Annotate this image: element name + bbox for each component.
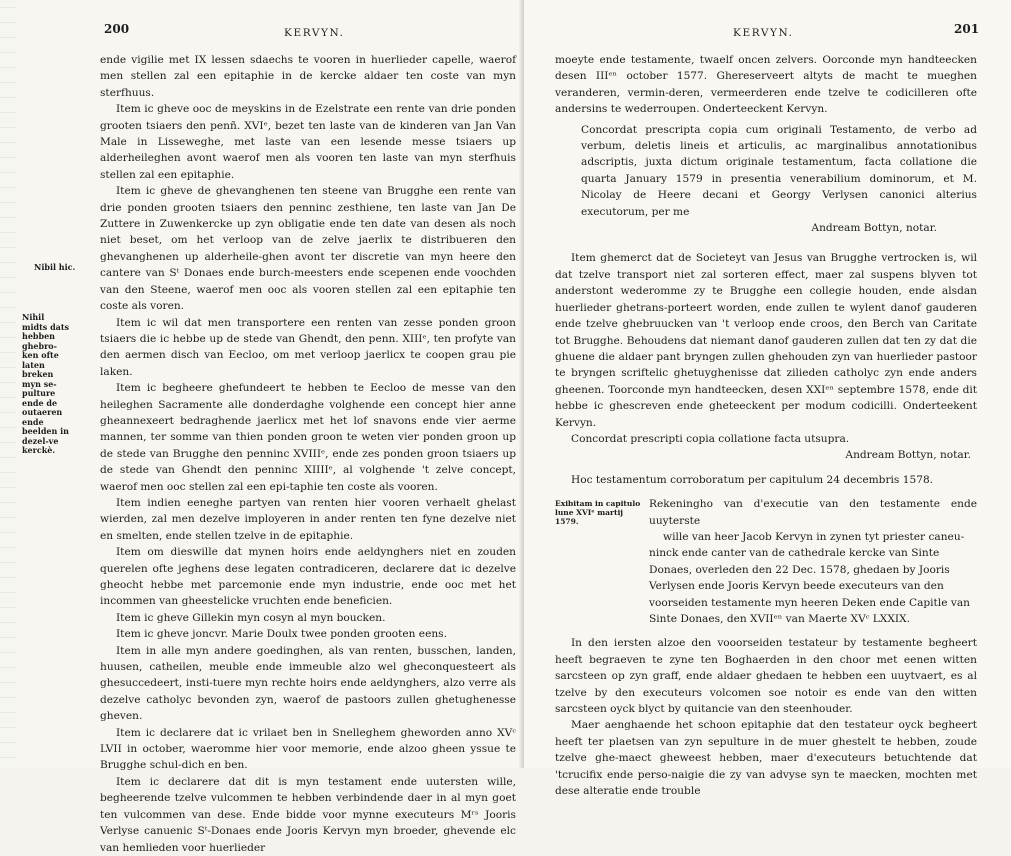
paragraph: Item om dieswille dat mynen hoirs ende aeldynghers niet en zouden querelen ofte jeghens dese legaten contradiceren, declarere dat ic dezelve gheocht hebbe met parcemonie ende myn industrie, ende ooc met het incommen van gheestelicke vruchten ende beneficien. <box>100 546 516 608</box>
paragraph: moeyte ende testamente, twaelf oncen zelvers. Oorconde myn handteecken desen IIIᵉⁿ october 1577. Ghereserveert altyts de macht te mueghen veranderen, vermin-deren, vermeerderen ende tzelve te codicilleren ofte andersins te wederroupen. Onderteeckent Kervyn. <box>555 54 977 116</box>
paragraph: Item ic gheve ooc de meyskins in de Ezelstrate een rente van drie ponden grooten tsiaers den penñ. XVIᵉ, bezet ten laste van de kinderen van Jan Van Male in Lisseweghe, met laste van een lesende messe tsiaers up alderheileghen avont waerof men als vooren ten laste van myn sterfhuis stellen zal een epitaphie. <box>100 103 516 181</box>
paragraph: Item ic declarere dat ic vrilaet ben in Snelleghem gheworden anno XVᶜ LVII in october, waeromme hier voor memorie, ende alzoo gheen yssue te Brugghe schul-dich en ben. <box>100 726 516 772</box>
page-edge-shadow <box>0 0 16 768</box>
account-entry <box>555 496 977 627</box>
account-title-line: ninck ende canter van de cathedrale kercke van Sinte <box>649 547 940 560</box>
spacer <box>555 464 977 472</box>
paragraph: ende vigilie met IX lessen sdaechs te vooren in huerlieder capelle, waerof men stellen zal een epitaphie in de kercke aldaer ten coste van myn sterfhuus. <box>100 54 516 99</box>
spacer <box>555 627 977 635</box>
corroboration-line: Hoc testamentum corroboratum per capitulum 24 decembris 1578. <box>571 473 934 486</box>
left-body-text <box>100 52 516 856</box>
notary-signature: Andream Bottyn, notar. <box>845 449 971 462</box>
side-note-exibitam: Exibitam in capitulo lune XVIᵉ martij 1579. <box>555 499 641 527</box>
page-number-left: 200 <box>104 22 130 36</box>
paragraph: Item ic gheve Gillekin myn cosyn al myn boucken. <box>116 611 386 624</box>
account-title <box>649 496 977 627</box>
spacer <box>555 488 977 496</box>
account-title-line: Rekeningho van d'executie van den testamente ende uuyterste <box>649 498 977 527</box>
running-head-left: KERVYN. <box>284 27 345 39</box>
paragraph: Item in alle myn andere goedinghen, als van renten, busschen, landen, huusen, catheilen, meuble ende immeuble alzo wel gheconquesteert als ghesuccedeert, insti-tuere myn rechte hoirs ende aeldynghers, alzo verre als dezelve catholyc bevonden zyn, waerof de pastoors zullen ghetughenesse gheven. <box>100 644 516 723</box>
paragraph: Maer aenghaende het schoon epitaphie dat den testateur oyck begheert heeft ter plaetsen van zyn sepulture in de muer ghestelt te hebben, zoude tzelve ghe-maect gheweest hebben, maer d'executeurs betuchtende dat 'tcrucifix ende perso-naigie die zy van advyse syn te maecken, mochten met dese alteratie ende trouble <box>555 719 977 798</box>
account-title-line: wille van heer Jacob Kervyn in zynen tyt priester caneu- <box>663 530 965 543</box>
account-title-line: Sinte Donaes, den XVIIᵉⁿ van Maerte XVᶜ LXXIX. <box>649 613 910 625</box>
concordat-quote: Concordat prescripta copia cum originali Testamento, de verbo ad verbum, deletis lineis et articulis, ac marginalibus annotationibus adscriptis, juxta dictum originale testamentum, facta collatione die quarta January 1579 in presentia venerabilium dominorum, et M. Nicolay de Heere decani et Georgy Verlysen canonici alterius executorum, per me <box>581 123 977 218</box>
side-note-sepulture: Nihil midts dats hebben ghebro-ken ofte laten breken myn se-pulture ende de outaeren ende beelden in dezel-ve kerckè. <box>22 312 70 455</box>
paragraph: Item ic declarere dat dit is myn testament ende uutersten wille, begheerende tzelve vulcommen te hebben verbindende daer in al myn goet ten vulcommen van dese. Ende bidde voor mynne executeurs Mʳˢ Jooris Verlyse canuenic Sᵗ-Donaes ende Jooris Kervyn myn broeder, ghevende elc van hemlieden voor huerlieder <box>100 775 516 854</box>
running-head-right: KERVYN. <box>733 27 794 39</box>
right-body-text <box>555 52 977 799</box>
paragraph: Item indien eeneghe partyen van renten hier vooren verhaelt ghelast wierden, zal men dezelve imployeren in ander renten ten fyne dezelve niet en smelten, ende stellen tzelve in de epitaphie. <box>100 496 516 542</box>
paragraph: In den iersten alzoe den vooorseiden testateur by testamente begheert heeft begraeven te zyne ten Boghaerden in den choor met eenen witten sarcsteen op zyn graff, ende aldaer ghedaen te hebben een uuytvaert, es al tzelve by den executeurs volcomen soe notoir es ende van den witten sarcsteen oyck blyct by quitancie van den steenhouder. <box>555 637 977 716</box>
paragraph: Item ic wil dat men transportere een renten van zesse ponden groon tsiaers die ic hebbe up de stede van Ghendt, den penn. XIIIᵉ, ten profyte van den aermen disch van Eecloo, om met verloop jaerlicx te coopen grau pie laken. <box>100 316 516 378</box>
paragraph: Item ic gheve de ghevanghenen ten steene van Brugghe een rente van drie ponden grooten tsiaers den penninc zesthiene, ten laste van Jan De Zuttere in Zuwenkercke up zyn obligatie ende ten date van desen als noch niet beset, om het verloop van de zelve jaerlix te distribueren den ghevanghenen up alderheile-ghen avont ter discretie van myn heere den cantere van Sᵗ Donaes ende burch-meesters ende scepenen ende voochden van den Steene, waerof men ooc als vooren stellen zal een epitaphie ten coste als voren. <box>100 185 516 313</box>
concordat-line: Concordat prescripti copia collatione facta utsupra. <box>571 432 850 445</box>
paragraph: Item ghemerct dat de Societeyt van Jesus van Brugghe vertrocken is, wil dat tzelve transport niet zal sorteren effect, maer zal suspens blyven tot anderstont wederomme zy te Brugghe een collegie houden, ende alsdan huerlieder ghetrans-porteert worden, ende zullen te wylent danof gauderen ende tzelve ghebruucken van 't verloop ende croos, den Berch van Caritate tot Brugghe. Behoudens dat niemant danof gauderen zullen dat ten zy dat die ghuene die aldaer pant bryngen zullen ghehouden zyn van huerlieder pastoor te bryngen scriftelic ghetuyghenisse dat zilieden catholyc zyn ende anders gheenen. Toorconde myn handteecken, desen XXIᵉⁿ septembre 1578, ende dit hebbe ic ghescreven ende gheteeckent per modum codicilli. Onderteekent Kervyn. <box>555 252 977 429</box>
paragraph: Item ic gheve joncvr. Marie Doulx twee ponden grooten eens. <box>116 628 447 641</box>
page-number-right: 201 <box>954 22 980 36</box>
side-note-nihil-hic: Nibil hic. <box>34 262 76 272</box>
account-title-line: Verlysen ende Jooris Kervyn beede executeurs van den <box>649 580 944 593</box>
account-title-line: Donaes, overleden den 22 Dec. 1578, ghedaen by Jooris <box>649 563 950 576</box>
notary-signature: Andream Bottyn, notar. <box>811 222 937 235</box>
account-title-line: voorseiden testamente myn heeren Deken ende Capitle van <box>649 596 970 609</box>
spacer <box>555 236 977 250</box>
paragraph: Item ic begheere ghefundeert te hebben te Eecloo de messe van den heileghen Sacramente alle donderdaghe volghende een concept hier anne gheannexeert bedraghende jaerlicx met het lof snavons ende vier aerme mannen, ter somme van thien ponden groon te weten vier ponden groon up de stede van Brugghe den penninc XVIIIᵉ, ende zes ponden groon tsiaers up de stede van Ghendt den penninc XIIIIᵉ, al volghende 't zelve concept, waerof men ooc stellen zal een epi-taphie ten coste als vooren. <box>100 382 516 493</box>
